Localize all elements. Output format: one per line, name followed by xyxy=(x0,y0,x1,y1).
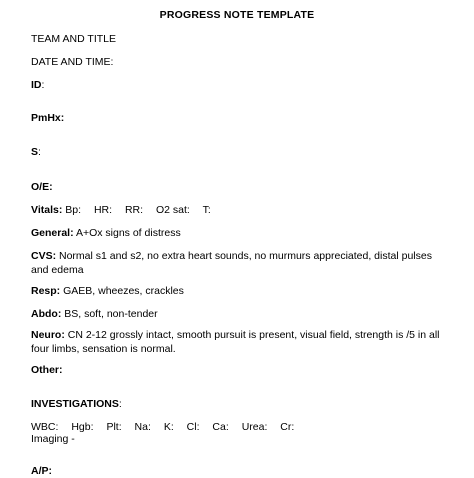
other-label: Other: xyxy=(31,364,63,376)
resp-label: Resp: xyxy=(31,285,61,297)
lab-k: K: xyxy=(163,421,174,433)
neuro-text: CN 2-12 grossly intact, smooth pursuit is present, visual field, strength is /5 in all four limbs, sensation is normal. xyxy=(31,329,440,355)
lab-wbc: WBC: xyxy=(31,421,59,433)
cvs-label: CVS: xyxy=(31,250,57,262)
general-row xyxy=(31,226,181,240)
pmhx-label: PmHx: xyxy=(31,112,65,124)
investigations-heading xyxy=(31,397,122,411)
lab-hgb: Hgb: xyxy=(71,421,94,433)
abdo-label: Abdo: xyxy=(31,308,62,320)
cvs-text: Normal s1 and s2, no extra heart sounds, no murmurs appreciated, distal pulses and edema xyxy=(31,250,432,276)
lab-ca: Ca: xyxy=(212,421,229,433)
s-label: S xyxy=(31,146,39,158)
cvs-row xyxy=(31,249,451,277)
vitals-bp: Bp: xyxy=(65,204,82,216)
document-title: PROGRESS NOTE TEMPLATE xyxy=(159,9,315,21)
general-text: A+Ox signs of distress xyxy=(73,227,181,239)
lab-na: Na: xyxy=(134,421,151,433)
vitals-label: Vitals: xyxy=(31,204,63,216)
s-colon: : xyxy=(38,146,41,158)
lab-plt: Plt: xyxy=(106,421,122,433)
vitals-o2: O2 sat: xyxy=(155,204,190,216)
resp-row xyxy=(31,284,184,298)
abdo-row xyxy=(31,307,158,321)
investigations-label: INVESTIGATIONS xyxy=(31,398,119,410)
ap-label: A/P: xyxy=(31,465,52,477)
vitals-row xyxy=(31,203,211,217)
id-label: ID xyxy=(31,79,42,91)
date-and-time: DATE AND TIME: xyxy=(31,56,114,68)
vitals-hr: HR: xyxy=(93,204,113,216)
vitals-rr: RR: xyxy=(124,204,144,216)
imaging-line: Imaging - xyxy=(31,433,75,445)
vitals-t: T: xyxy=(202,204,211,216)
id-field xyxy=(31,78,44,92)
lab-urea: Urea: xyxy=(241,421,268,433)
s-field xyxy=(31,145,41,159)
neuro-row xyxy=(31,328,451,356)
resp-text: GAEB, wheezes, crackles xyxy=(60,285,184,297)
id-colon: : xyxy=(41,79,45,91)
oe-label: O/E: xyxy=(31,181,53,193)
investigations-colon: : xyxy=(118,398,122,410)
general-label: General: xyxy=(31,227,74,239)
lab-cr: Cr: xyxy=(280,421,295,433)
abdo-text: BS, soft, non-tender xyxy=(61,308,158,320)
lab-cl: Cl: xyxy=(186,421,200,433)
team-and-title: TEAM AND TITLE xyxy=(31,33,116,45)
neuro-label: Neuro: xyxy=(31,329,65,341)
